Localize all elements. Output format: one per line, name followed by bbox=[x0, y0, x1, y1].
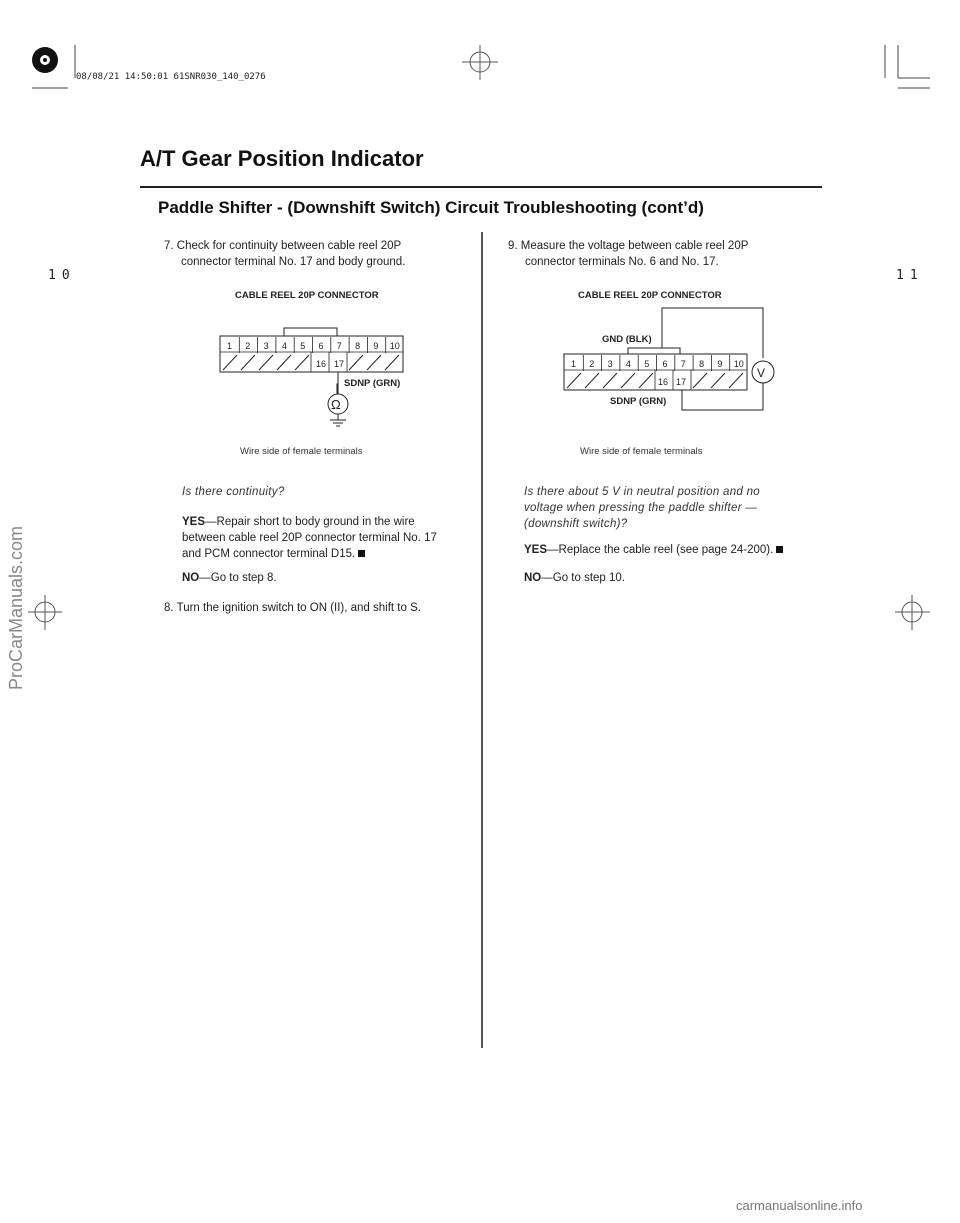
step-9-line1: Measure the voltage between cable reel 20P bbox=[520, 240, 749, 252]
right-pin-4: 4 bbox=[625, 359, 631, 369]
right-pin-7: 7 bbox=[680, 359, 686, 369]
voltmeter-symbol: V bbox=[757, 366, 766, 380]
right-gnd-label: GND (BLK) bbox=[602, 334, 652, 345]
section-subtitle: Paddle Shifter - (Downshift Switch) Circuit Troubleshooting (cont’d) bbox=[158, 198, 704, 217]
end-mark-icon bbox=[358, 550, 365, 557]
left-pin-4: 4 bbox=[281, 341, 287, 351]
right-pin-16: 16 bbox=[658, 377, 669, 387]
footer-watermark: carmanualsonline.info bbox=[736, 1198, 863, 1213]
right-pin-6: 6 bbox=[662, 359, 668, 369]
right-pin-10: 10 bbox=[733, 359, 744, 369]
left-pin-17: 17 bbox=[334, 359, 345, 369]
left-diagram-title: CABLE REEL 20P CONNECTOR bbox=[235, 290, 379, 301]
right-pin-1: 1 bbox=[571, 359, 577, 369]
left-pin-16: 16 bbox=[316, 359, 327, 369]
left-pin-7: 7 bbox=[336, 341, 342, 351]
right-question: Is there about 5 V in neutral position and no voltage when pressing the paddle shifter — (downshift switch)? bbox=[524, 484, 824, 532]
right-connector-diagram bbox=[558, 306, 798, 416]
left-yes-line2: between cable reel 20P connector terminal No. 17 bbox=[182, 532, 437, 544]
step-7-line2: connector terminal No. 17 and body ground. bbox=[181, 256, 406, 268]
step-9-line2: connector terminals No. 6 and No. 17. bbox=[525, 256, 719, 268]
right-pin-8: 8 bbox=[699, 359, 705, 369]
step-7-number: 7. bbox=[164, 240, 174, 252]
left-yes-label: YES bbox=[182, 516, 206, 528]
left-connector-diagram bbox=[215, 322, 415, 432]
right-no-text: Go to step 10. bbox=[552, 572, 625, 584]
right-question-line1: Is there about 5 V in neutral position and no bbox=[524, 486, 760, 498]
left-pin-2: 2 bbox=[245, 341, 251, 351]
right-wire-label: SDNP (GRN) bbox=[610, 396, 667, 407]
step-9-number: 9. bbox=[508, 240, 518, 252]
end-mark-icon bbox=[776, 546, 783, 553]
right-yes-label: YES bbox=[524, 544, 548, 556]
right-pin-9: 9 bbox=[717, 359, 723, 369]
right-yes-block: YES—Replace the cable reel (see page 24-200). bbox=[524, 542, 783, 558]
page-number-left: 10 bbox=[48, 268, 76, 283]
step-8 bbox=[164, 600, 421, 616]
right-diagram-caption: Wire side of female terminals bbox=[580, 446, 703, 457]
right-pin-2: 2 bbox=[589, 359, 595, 369]
right-diagram-title: CABLE REEL 20P CONNECTOR bbox=[578, 290, 722, 301]
left-pin-3: 3 bbox=[263, 341, 269, 351]
left-pin-9: 9 bbox=[373, 341, 379, 351]
step-8-text: Turn the ignition switch to ON (II), and shift to S. bbox=[176, 602, 421, 614]
left-diagram-caption: Wire side of female terminals bbox=[240, 446, 363, 457]
step-7-line1: Check for continuity between cable reel 20P bbox=[176, 240, 402, 252]
right-pin-3: 3 bbox=[607, 359, 613, 369]
right-question-line2: voltage when pressing the paddle shifter bbox=[524, 502, 742, 514]
side-watermark: ProCarManuals.com bbox=[6, 525, 26, 690]
left-pin-8: 8 bbox=[355, 341, 361, 351]
right-question-line3: (downshift switch)? bbox=[524, 518, 628, 530]
left-no-block: NO—Go to step 8. bbox=[182, 572, 277, 584]
left-wire-label: SDNP (GRN) bbox=[344, 378, 401, 389]
left-no-label: NO bbox=[182, 572, 200, 584]
right-pin-17: 17 bbox=[676, 377, 687, 387]
left-yes-block: YES—Repair short to body ground in the wire between cable reel 20P connector terminal No. 17 and PCM connector terminal D15. bbox=[182, 514, 472, 562]
left-pin-10: 10 bbox=[389, 341, 400, 351]
left-pin-5: 5 bbox=[300, 341, 306, 351]
page-number-right: 11 bbox=[896, 268, 924, 283]
print-stamp: 08/08/21 14:50:01 61SNR030_140_0276 bbox=[76, 72, 266, 82]
right-yes-text: Replace the cable reel (see page 24-200). bbox=[558, 544, 774, 556]
left-yes-line3: and PCM connector terminal D15. bbox=[182, 548, 356, 560]
right-no-label: NO bbox=[524, 572, 542, 584]
step-9 bbox=[508, 238, 808, 270]
page-title: A/T Gear Position Indicator bbox=[140, 146, 424, 171]
left-pin-1: 1 bbox=[227, 341, 233, 351]
ohmmeter-symbol: Ω bbox=[331, 397, 341, 412]
right-pin-5: 5 bbox=[644, 359, 650, 369]
step-8-number: 8. bbox=[164, 602, 174, 614]
left-yes-line1: Repair short to body ground in the wire bbox=[216, 516, 415, 528]
right-no-block: NO—Go to step 10. bbox=[524, 572, 625, 584]
step-7 bbox=[164, 238, 464, 270]
left-question: Is there continuity? bbox=[182, 486, 285, 498]
left-no-text: Go to step 8. bbox=[210, 572, 277, 584]
left-pin-6: 6 bbox=[318, 341, 324, 351]
